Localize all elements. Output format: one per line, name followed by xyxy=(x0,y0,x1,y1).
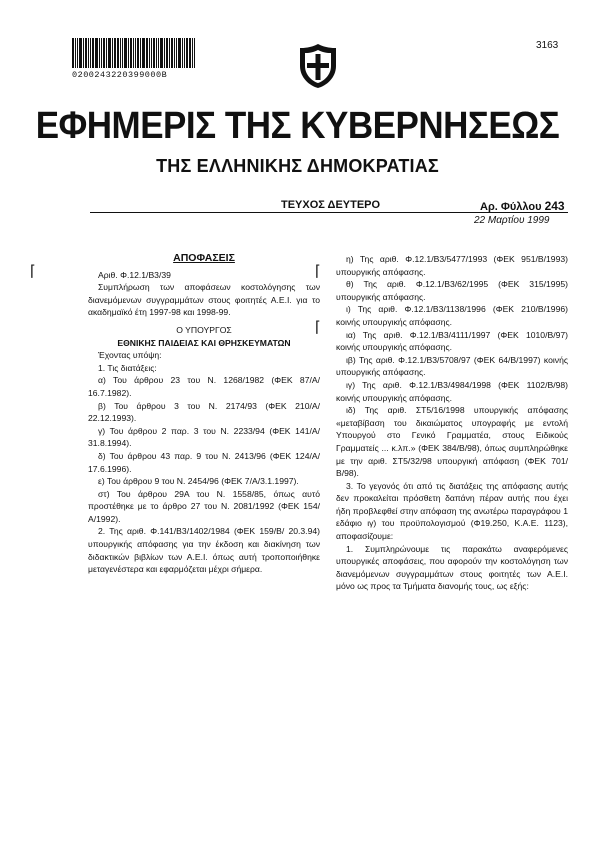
margin-bracket-icon: ⌈ xyxy=(315,319,321,336)
barcode-bar xyxy=(77,38,78,68)
barcode-bar xyxy=(169,38,170,68)
barcode-bar xyxy=(90,38,91,68)
barcode-bar xyxy=(156,38,157,68)
barcode-bar xyxy=(122,38,123,68)
barcode-bar xyxy=(85,38,87,68)
barcode-bar xyxy=(88,38,89,68)
paragraph: ια) Της αριθ. Φ.12.1/Β3/4111/1997 (ΦΕΚ 1010/Β/97) κοινής υπουργικής απόφασης. xyxy=(336,329,568,353)
paragraph: η) Της αριθ. Φ.12.1/Β3/5477/1993 (ΦΕΚ 951/Β/1993) υπουργικής απόφασης. xyxy=(336,254,568,277)
barcode-bar xyxy=(178,38,181,68)
gazette-subtitle: ΤΗΣ ΕΛΛΗΝΙΚΗΣ ΔΗΜΟΚΡΑΤΙΑΣ xyxy=(156,156,439,176)
page-number: 3163 xyxy=(536,40,559,51)
barcode-bar xyxy=(72,38,74,68)
barcode-bar xyxy=(135,38,136,68)
barcode-bar xyxy=(192,38,193,68)
minister-title: Ο ΥΠΟΥΡΓΟΣ xyxy=(176,324,232,335)
barcode-bar xyxy=(75,38,76,68)
barcode-bar xyxy=(124,38,127,68)
barcode-bar xyxy=(140,38,141,68)
barcode-bars xyxy=(72,38,222,68)
issue-label: ΤΕΥΧΟΣ ΔΕΥΤΕΡΟ xyxy=(281,199,381,211)
barcode-bar xyxy=(112,38,113,68)
barcode-bar xyxy=(128,38,129,68)
barcode-bar xyxy=(194,38,195,68)
decision-subject: Συμπλήρωση των αποφάσεων κοστολόγησης των διανεμόμενων συγγραμμάτων στους φοιτητές Α.Ε.Ι. για το ακαδημαϊκό έτη 1997-98 και 1998-99. xyxy=(88,282,320,318)
barcode-bar xyxy=(176,38,177,68)
barcode-bar xyxy=(99,38,100,68)
barcode-bar xyxy=(83,38,84,68)
margin-bracket-icon: ⌈ xyxy=(30,263,36,280)
barcode-number: 0200243220399000B xyxy=(72,70,168,80)
barcode-bar xyxy=(142,38,145,68)
barcode-bar xyxy=(79,38,82,68)
paragraph: 1. Τις διατάξεις: xyxy=(98,362,157,373)
barcode-bar xyxy=(166,38,168,68)
paragraph: 1. Συμπληρώνουμε τις παρακάτω αναφερόμενες υπουργικές αποφάσεις, που αφορούν την κοστολόγηση των διανεμόμενων συγγραμμάτων στους φοιτητές των Α.Ε.Ι. μόνο ως προς τα Τμήματα διανομής τους, ως εξής: xyxy=(336,543,568,592)
paragraph: ιγ) Της αριθ. Φ.12.1/Β3/4984/1998 (ΦΕΚ 1102/Β/98) κοινής υπουργικής απόφασης. xyxy=(336,379,568,403)
barcode-bar xyxy=(153,38,155,68)
barcode-bar xyxy=(101,38,102,68)
sheet-label: Αρ. Φύλλου xyxy=(480,201,542,213)
barcode-bar xyxy=(120,38,121,68)
barcode-bar xyxy=(106,38,107,68)
barcode-bar xyxy=(108,38,111,68)
margin-bracket-icon: ⌈ xyxy=(315,263,321,280)
paragraph: γ) Του άρθρου 2 παρ. 3 του Ν. 2233/94 (ΦΕΚ 141/Α/ 31.8.1994). xyxy=(88,425,320,449)
sheet-value: 243 xyxy=(544,199,565,213)
barcode-bar xyxy=(95,38,98,68)
barcode-bar xyxy=(171,38,173,68)
ministry-title: ΕΘΝΙΚΗΣ ΠΑΙΔΕΙΑΣ ΚΑΙ ΘΡΗΣΚΕΥΜΑΤΩΝ xyxy=(117,337,291,348)
barcode-bar xyxy=(114,38,116,68)
issue-date: 22 Μαρτίου 1999 xyxy=(474,215,550,226)
coat-of-arms-icon xyxy=(296,42,340,90)
decision-number: Αριθ. Φ.12.1/Β3/39 xyxy=(98,269,171,280)
barcode-bar xyxy=(160,38,163,68)
paragraph: ε) Του άρθρου 9 του Ν. 2454/96 (ΦΕΚ 7/Α/3.1.1997). xyxy=(98,476,299,487)
paragraph: β) Του άρθρου 3 του Ν. 2174/93 (ΦΕΚ 210/Α/ 22.12.1993). xyxy=(88,400,320,424)
barcode-bar xyxy=(184,38,185,68)
gazette-title: ΕΦΗΜΕΡΙΣ ΤΗΣ ΚΥΒΕΡΝΗΣΕΩΣ xyxy=(35,104,560,147)
paragraph: 3. Το γεγονός ότι από τις διατάξεις της απόφασης αυτής δεν προκαλείται πρόσθετη δαπάνη πέραν αυτής που έχει ήδη προβλεφθεί στην απόφαση της ανωτέρω παραγράφου 1 εδάφιο ιγ) του προϋπολογισμού (Φ19.250, Κ.Α.Ε. 1123), αποφασίζουμε: xyxy=(336,480,568,542)
barcode-bar xyxy=(149,38,150,68)
section-heading: ΑΠΟΦΑΣΕΙΣ xyxy=(173,252,235,264)
barcode-bar xyxy=(186,38,188,68)
barcode-bar xyxy=(164,38,165,68)
barcode xyxy=(72,38,222,82)
paragraph: δ) Του άρθρου 43 παρ. 9 του Ν. 2413/96 (ΦΕΚ 124/Α/ 17.6.1996). xyxy=(88,450,320,474)
paragraph: α) Του άρθρου 23 του Ν. 1268/1982 (ΦΕΚ 87/Α/ 16.7.1982). xyxy=(88,375,320,398)
barcode-bar xyxy=(174,38,175,68)
barcode-bar xyxy=(92,38,94,68)
paragraph: στ) Του άρθρου 29Α του Ν. 1558/85, όπως αυτό προστέθηκε με το άρθρο 27 του Ν. 2081/1992 (ΦΕΚ 154/Α/1992). xyxy=(88,488,320,524)
barcode-bar xyxy=(133,38,134,68)
paragraph: Έχοντας υπόψη: xyxy=(98,350,162,361)
barcode-bar xyxy=(182,38,183,68)
paragraph: ιδ) Της αριθ. ΣΤ5/16/1998 υπουργικής απόφασης «μεταβίβαση του δικαιώματος υπογραφής με εντολή Υπουργού στο Γενικό Γραμματέα, στους Ειδικούς Γραμματείς ... κ.λπ.» (ΦΕΚ 384/Β/98), όπως συμπληρώθηκε με την αριθ. ΣΤ5/32/98 υπουργική απόφαση (ΦΕΚ 701/Β/98). xyxy=(336,405,568,479)
right-column xyxy=(336,253,568,593)
barcode-bar xyxy=(117,38,119,68)
sheet-number xyxy=(480,199,565,213)
barcode-bar xyxy=(146,38,148,68)
header-rule xyxy=(90,212,568,213)
barcode-bar xyxy=(189,38,191,68)
barcode-bar xyxy=(151,38,152,68)
barcode-bar xyxy=(103,38,105,68)
paragraph: ι) Της αριθ. Φ.12.1/Β3/1138/1996 (ΦΕΚ 210/Β/1996) κοινής υπουργικής απόφασης. xyxy=(336,304,568,327)
barcode-bar xyxy=(137,38,139,68)
left-column xyxy=(88,252,320,576)
paragraph: ιβ) Της αριθ. Φ.12.1/Β3/5708/97 (ΦΕΚ 64/Β/1997) κοινής υπουργικής απόφασης. xyxy=(336,354,568,378)
barcode-bar xyxy=(158,38,159,68)
paragraph: 2. Της αριθ. Φ.141/Β3/1402/1984 (ΦΕΚ 159/Β/ 20.3.94) υπουργικής απόφασης για την έκδοση και διακίνηση των διδακτικών βιβλίων των Α.Ε.Ι. όπως αυτή τροποποιήθηκε μεταγενέστερα και εφαρμόζεται μέχρι σήμερα. xyxy=(88,526,320,575)
paragraph: θ) Της αριθ. Φ.12.1/Β3/62/1995 (ΦΕΚ 315/1995) υπουργικής απόφασης. xyxy=(336,279,568,302)
barcode-bar xyxy=(130,38,132,68)
